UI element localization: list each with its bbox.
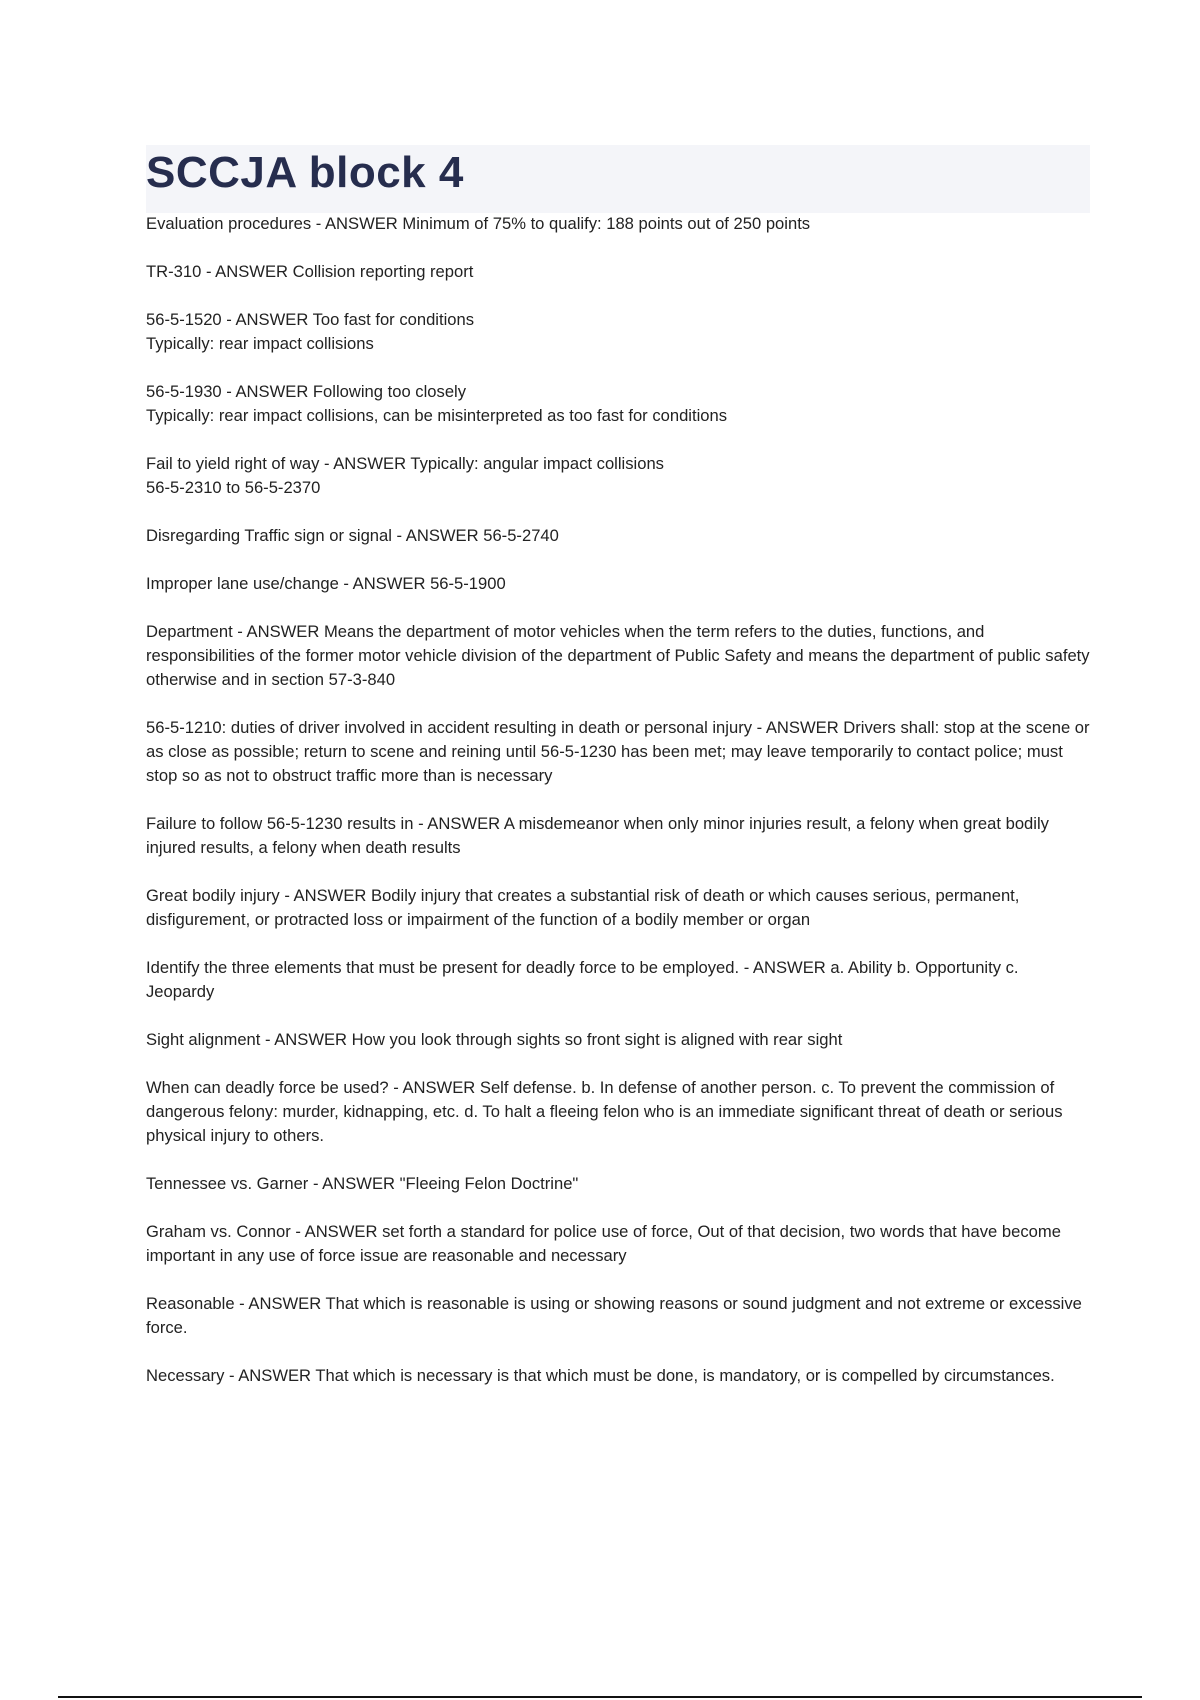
qa-line: Evaluation procedures - ANSWER Minimum of 75% to qualify: 188 points out of 250 points: [146, 214, 811, 233]
qa-entry: [146, 620, 1090, 692]
qa-entry: [146, 572, 1090, 596]
qa-line: Disregarding Traffic sign or signal - ANSWER 56-5-2740: [146, 526, 559, 545]
qa-entry: [146, 1028, 1090, 1052]
qa-line: Necessary - ANSWER That which is necessary is that which must be done, is mandatory, or is compelled by circumstances.: [146, 1366, 1055, 1385]
qa-entry: [146, 260, 1090, 284]
qa-line: Graham vs. Connor - ANSWER set forth a standard for police use of force, Out of that decision, two words that have become important in any use of force issue are reasonable and necessary: [146, 1222, 1061, 1265]
qa-entry: [146, 308, 1090, 356]
qa-line: 56-5-1210: duties of driver involved in accident resulting in death or personal injury - ANSWER Drivers shall: stop at the scene or as close as possible; return to scene and reining until 56-5-1230 has been met; may leave temporarily to contact police; must stop so as not to obstruct traffic more than is necessary: [146, 718, 1090, 785]
qa-line: Typically: rear impact collisions, can be misinterpreted as too fast for conditions: [146, 406, 728, 425]
qa-entry: [146, 812, 1090, 860]
qa-entry: [146, 1076, 1090, 1148]
qa-entry: [146, 524, 1090, 548]
qa-line: 56-5-2310 to 56-5-2370: [146, 478, 321, 497]
qa-entry: [146, 212, 1090, 236]
qa-line: 56-5-1930 - ANSWER Following too closely: [146, 382, 467, 401]
qa-entry: [146, 956, 1090, 1004]
qa-line: Sight alignment - ANSWER How you look through sights so front sight is aligned with rear sight: [146, 1030, 843, 1049]
document-title: SCCJA block 4: [146, 148, 464, 197]
qa-line: Failure to follow 56-5-1230 results in - ANSWER A misdemeanor when only minor injuries result, a felony when great bodily injured results, a felony when death results: [146, 814, 1049, 857]
qa-line: Typically: rear impact collisions: [146, 334, 374, 353]
qa-entry: [146, 1364, 1090, 1388]
qa-line: Department - ANSWER Means the department of motor vehicles when the term refers to the duties, functions, and responsibilities of the former motor vehicle division of the department of Public Safety and means the department of public safety otherwise and in section 57-3-840: [146, 622, 1090, 689]
qa-line: Great bodily injury - ANSWER Bodily injury that creates a substantial risk of death or which causes serious, permanent, disfigurement, or protracted loss or impairment of the function of a bodily member or organ: [146, 886, 1020, 929]
qa-line: Identify the three elements that must be present for deadly force to be employed. - ANSWER a. Ability b. Opportunity c. Jeopardy: [146, 958, 1019, 1001]
qa-entry: [146, 380, 1090, 428]
qa-line: 56-5-1520 - ANSWER Too fast for conditions: [146, 310, 475, 329]
footer-divider: [58, 1696, 1142, 1698]
qa-line: When can deadly force be used? - ANSWER Self defense. b. In defense of another person. c. To prevent the commission of dangerous felony: murder, kidnapping, etc. d. To halt a fleeing felon who is an immediate significant threat of death or serious physical injury to others.: [146, 1078, 1063, 1145]
qa-line: Fail to yield right of way - ANSWER Typically: angular impact collisions: [146, 454, 664, 473]
qa-entry: [146, 1220, 1090, 1268]
qa-line: TR-310 - ANSWER Collision reporting report: [146, 262, 474, 281]
qa-list: [146, 212, 1090, 1412]
qa-line: Improper lane use/change - ANSWER 56-5-1900: [146, 574, 506, 593]
qa-entry: [146, 1172, 1090, 1196]
qa-line: Reasonable - ANSWER That which is reasonable is using or showing reasons or sound judgment and not extreme or excessive force.: [146, 1294, 1082, 1337]
qa-entry: [146, 452, 1090, 500]
qa-line: Tennessee vs. Garner - ANSWER "Fleeing Felon Doctrine": [146, 1174, 579, 1193]
qa-entry: [146, 716, 1090, 788]
qa-entry: [146, 884, 1090, 932]
qa-entry: [146, 1292, 1090, 1340]
